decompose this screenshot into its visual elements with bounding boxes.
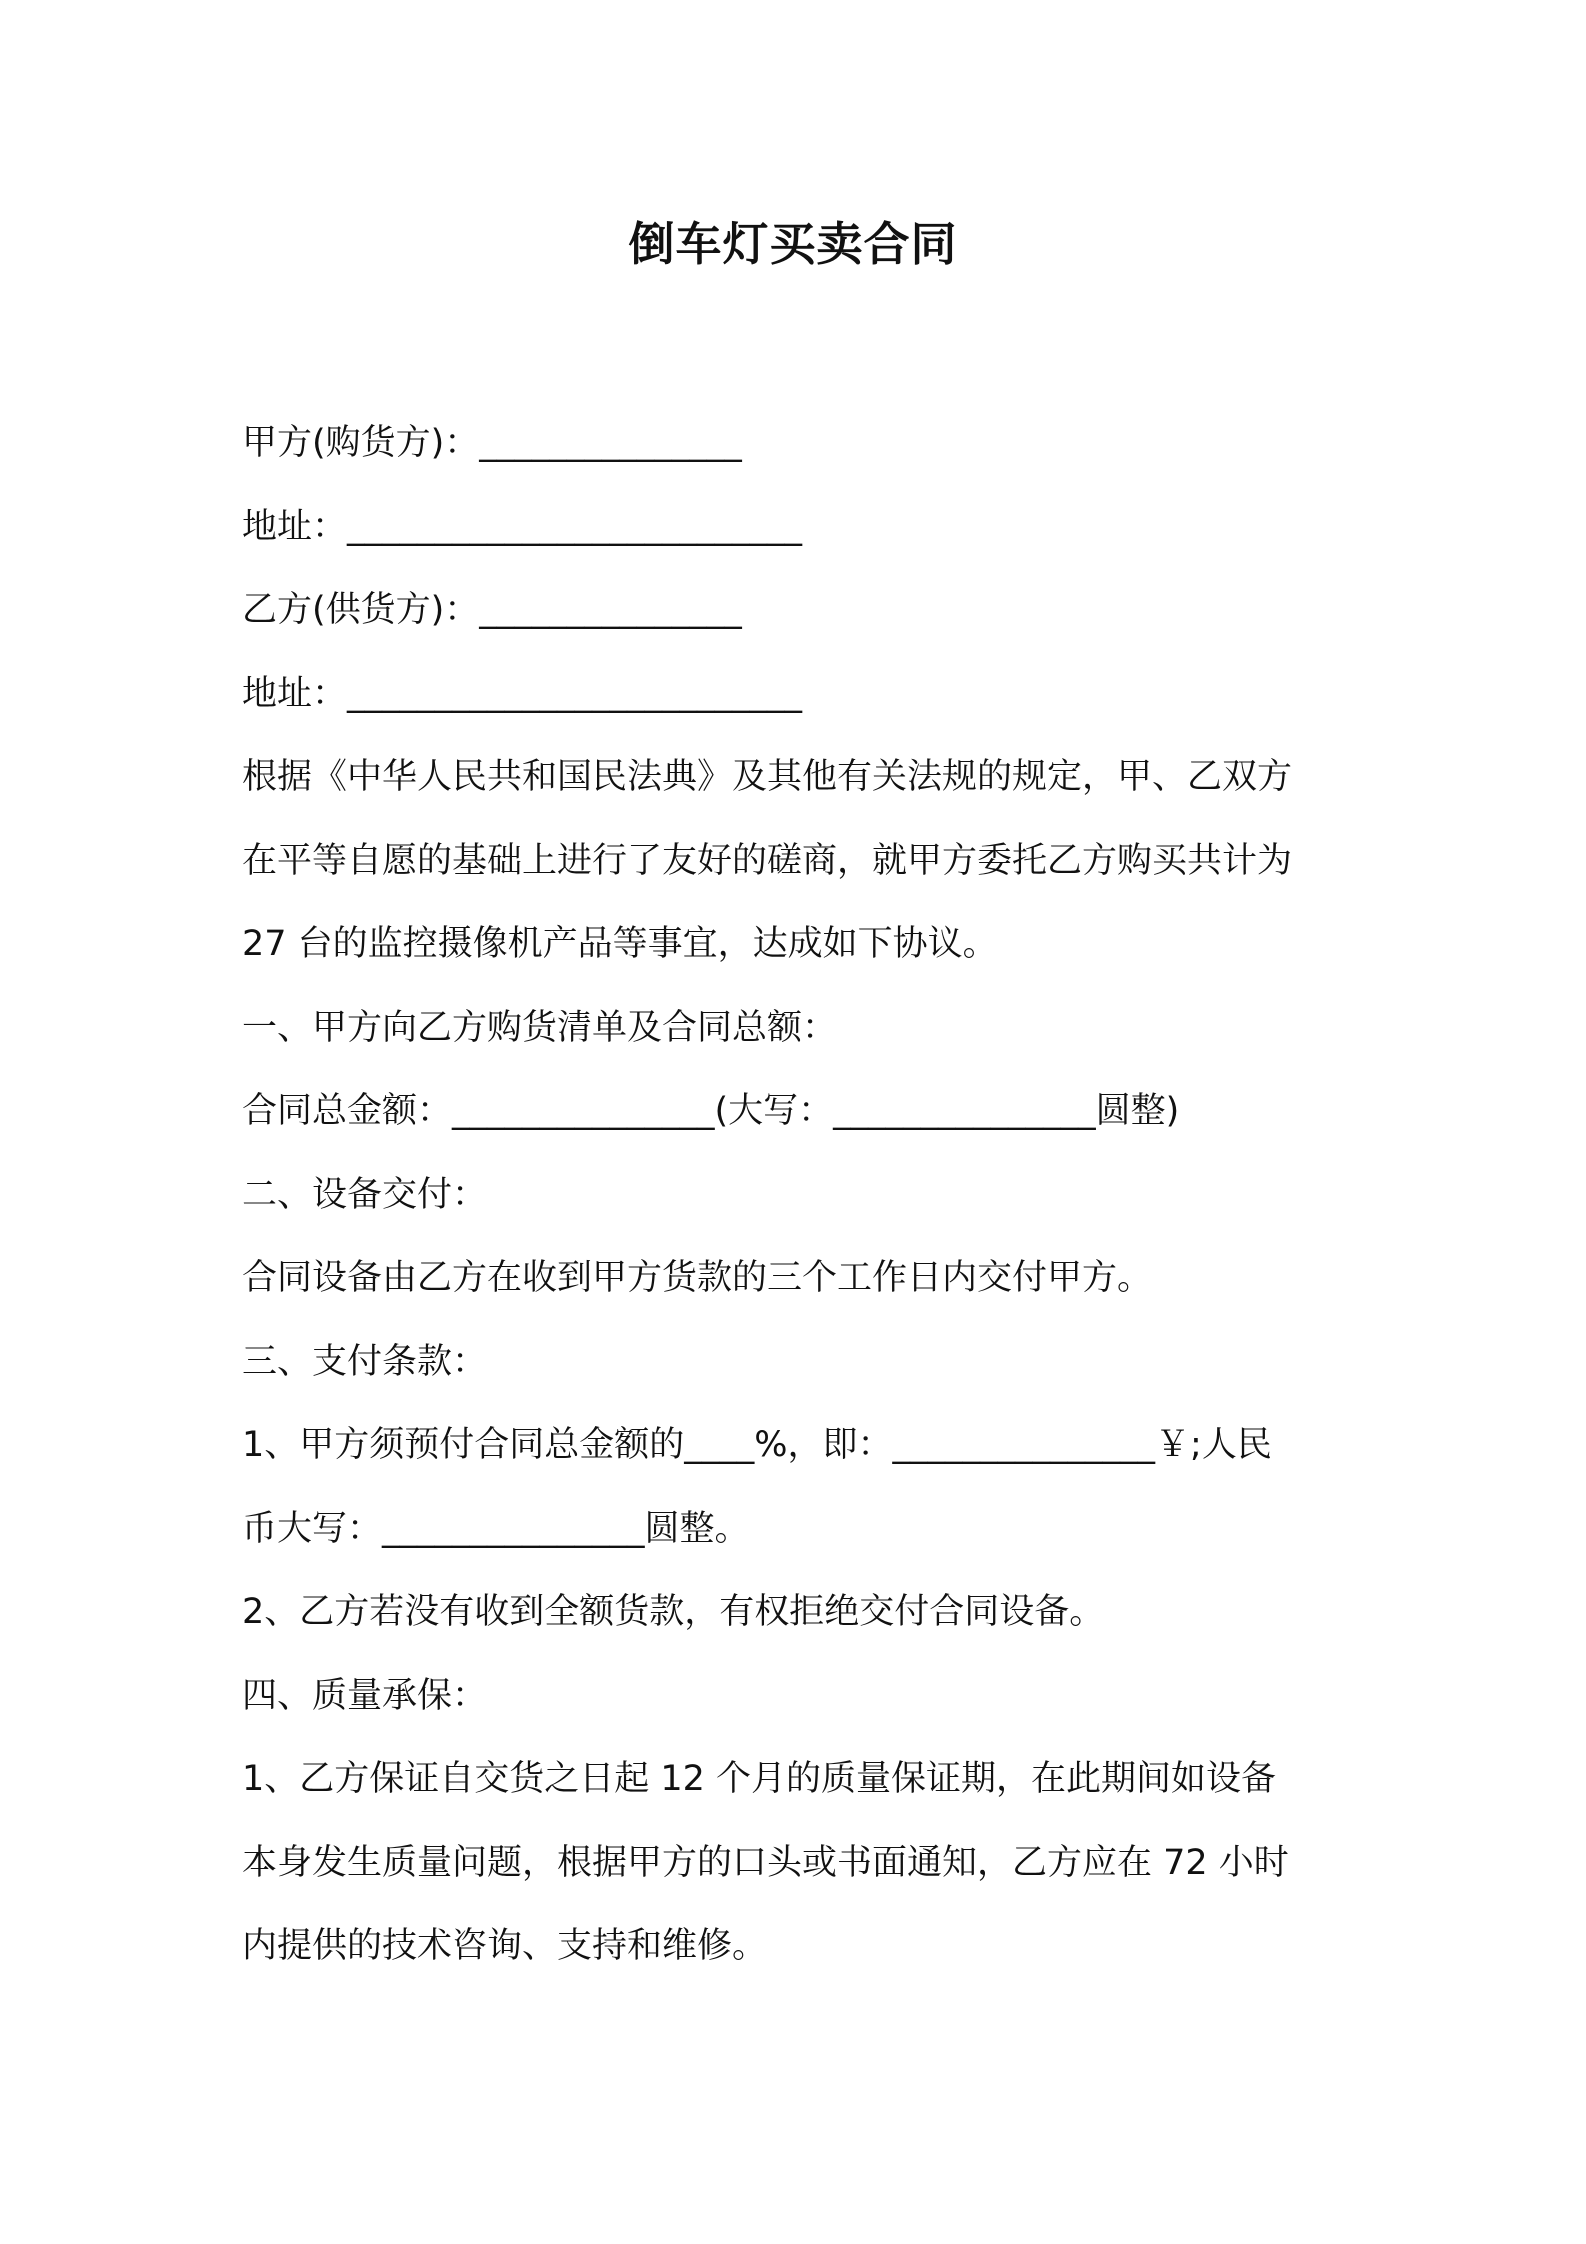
payment-item-1-line-1: 1、甲方须预付合同总金额的____%，即：_______________￥;人民 (242, 1425, 1272, 1465)
document-body (242, 402, 1352, 1989)
warranty-item-1-line-1: 1、乙方保证自交货之日起 12 个月的质量保证期，在此期间如设备 (242, 1759, 1277, 1799)
intro-line-1: 根据《中华人民共和国民法典》及其他有关法规的规定，甲、乙双方 (242, 757, 1293, 797)
payment-item-1-line-2: 币大写：_______________圆整。 (242, 1508, 750, 1549)
section-1-heading: 一、甲方向乙方购货清单及合同总额： (242, 1007, 838, 1048)
document-title: 倒车灯买卖合同 (628, 217, 958, 271)
warranty-item-1-line-2: 本身发生质量问题，根据甲方的口头或书面通知，乙方应在 72 小时 (242, 1842, 1289, 1883)
payment-item-2: 2、乙方若没有收到全额货款，有权拒绝交付合同设备。 (242, 1592, 1105, 1632)
party-a-line: 甲方(购货方)：_______________ (242, 423, 742, 463)
party-b-line: 乙方(供货方)：_______________ (242, 590, 742, 630)
warranty-item-1-line-3: 内提供的技术咨询、支持和维修。 (242, 1926, 768, 1966)
section-3-heading: 三、支付条款： (242, 1341, 488, 1382)
section-4-heading: 四、质量承保： (242, 1675, 488, 1716)
intro-line-3: 27 台的监控摄像机产品等事宜，达成如下协议。 (242, 924, 998, 964)
party-a-address-line: 地址：__________________________ (242, 506, 803, 547)
contract-amount-line: 合同总金额：_______________(大写：_______________圆整) (242, 1091, 1180, 1131)
intro-line-2: 在平等自愿的基础上进行了友好的磋商，就甲方委托乙方购买共计为 (242, 840, 1293, 881)
party-b-address-line: 地址：__________________________ (242, 673, 803, 714)
section-2-heading: 二、设备交付： (242, 1174, 488, 1215)
delivery-text: 合同设备由乙方在收到甲方货款的三个工作日内交付甲方。 (242, 1258, 1153, 1298)
